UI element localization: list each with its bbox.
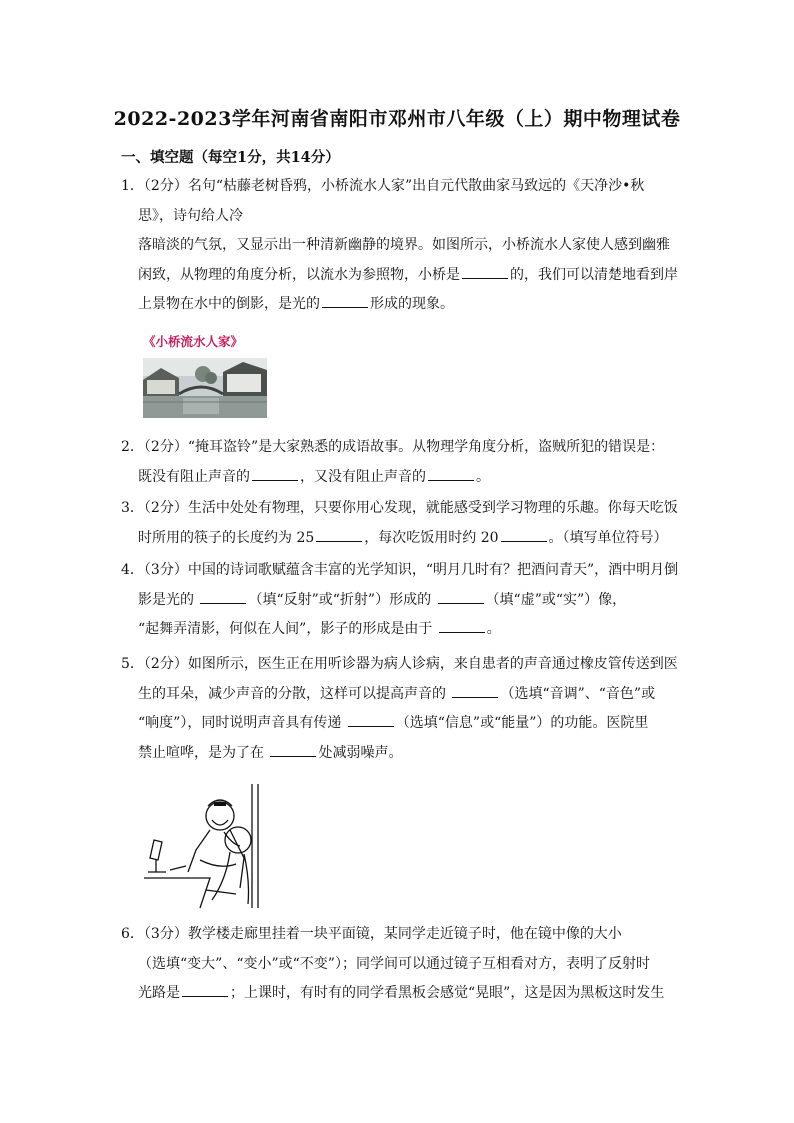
question-3 [121, 494, 681, 553]
answer-blank[interactable] [438, 589, 484, 604]
q6-line-1: 6．（3分）教学楼走廊里挂着一块平面镜，某同学走近镜子时，他在镜中像的大小 [121, 926, 622, 942]
q4-text: 。 [486, 621, 501, 637]
q5-text: 处减弱噪声。 [318, 744, 403, 761]
q4-text: 影是光的 [138, 591, 199, 608]
q1-text: 形成的现象。 [370, 296, 454, 312]
section-heading: 一、填空题（每空1分，共14分） [121, 149, 340, 166]
q5-text: （选填“音调”、“音色”或 [500, 685, 656, 702]
q6-line-2: （选填“变大”、“变小”或“不变”）；同学间可以通过镜子互相看对方，表明了反射时 [138, 955, 650, 972]
q4-line-2 [121, 586, 681, 616]
q4-text: （填“反射”或“折射”）形成的 [248, 591, 436, 608]
answer-blank[interactable] [428, 466, 474, 481]
q1-line-4 [121, 261, 681, 291]
question-6 [121, 920, 681, 1009]
q3-text: 时所用的筷子的长度约为 25 [138, 529, 315, 546]
q5-text: 禁止喧哗，是为了在 [138, 744, 269, 761]
question-4 [121, 556, 681, 645]
q3-line-2 [121, 524, 681, 554]
q2-line-1: 2．（2分）“掩耳盗铃”是大家熟悉的成语故事。从物理学角度分析，盗贼所犯的错误是： [121, 439, 665, 455]
answer-blank[interactable] [270, 742, 316, 757]
q5-text: 生的耳朵，减少声音的分散，这样可以提高声音的 [138, 685, 451, 702]
q5-line-4 [121, 739, 681, 769]
q3-line-1: 3．（2分）生活中处处有物理，只要你用心发现，就能感受到学习物理的乐趣。你每天吃饭 [121, 500, 678, 516]
q1-line-5 [121, 290, 681, 320]
q6-text: 光路是 [138, 985, 180, 1001]
q3-text: ，每次吃饭用时约 20 [364, 529, 499, 546]
q1-line-1: 1．（2分）名句“枯藤老树昏鸦，小桥流水人家”出自元代散曲家马致远的《天净沙•秋 [121, 178, 645, 194]
answer-blank[interactable] [348, 712, 394, 727]
q1-line-2: 思》，诗句给人冷 [138, 207, 243, 224]
doctor-stethoscope-figure [140, 780, 290, 910]
answer-blank[interactable] [322, 293, 368, 308]
q3-text: 。（填写单位符号） [548, 529, 668, 546]
q2-text: 既没有阻止声音的 [138, 468, 250, 485]
answer-blank[interactable] [252, 466, 298, 481]
figure-caption: 《小桥流水人家》 [143, 334, 244, 349]
answer-blank[interactable] [501, 527, 547, 542]
q5-line-1: 5．（2分）如图所示，医生正在用听诊器为病人诊病，来自患者的声音通过橡皮管传送到医 [121, 656, 678, 672]
q4-line-1: 4．（3分）中国的诗词歌赋蕴含丰富的光学知识，“明月几时有？把酒问青天”，酒中明月倒 [121, 562, 679, 578]
q6-line-3 [121, 979, 681, 1009]
q5-line-3 [121, 709, 681, 739]
q6-text: ；上课时，有时有的同学看黑板会感觉“晃眼”，这是因为黑板这时发生 [230, 985, 665, 1001]
page-title: 2022-2023学年河南省南阳市邓州市八年级（上）期中物理试卷 [113, 108, 681, 130]
q1-text: 闲致，从物理的角度分析，以流水为参照物，小桥是 [138, 266, 460, 283]
answer-blank[interactable] [462, 264, 508, 279]
answer-blank[interactable] [439, 618, 485, 633]
q4-text: （填“虚”或“实”）像， [485, 591, 627, 608]
answer-blank[interactable] [200, 589, 246, 604]
q5-text: （选填“信息”或“能量”）的功能。医院里 [395, 715, 649, 731]
answer-blank[interactable] [182, 982, 228, 997]
question-2 [121, 433, 681, 492]
q4-line-3 [121, 615, 681, 645]
q1-text: 的，我们可以清楚地看到岸 [510, 266, 678, 283]
answer-blank[interactable] [452, 683, 498, 698]
q5-line-2 [121, 680, 681, 710]
bridge-figure [143, 334, 271, 418]
q5-text: “响度”），同时说明声音具有传递 [138, 715, 346, 731]
water-town-photo [143, 358, 267, 418]
question-5 [121, 650, 681, 768]
q1-text: 上景物在水中的倒影，是光的 [138, 296, 320, 312]
answer-blank[interactable] [316, 527, 362, 542]
q4-text: “起舞弄清影，何似在人间”，影子的形成是由于 [138, 621, 437, 637]
q2-text: ，又没有阻止声音的 [300, 468, 426, 485]
q2-line-2 [121, 463, 681, 493]
question-1 [121, 172, 681, 320]
q1-line-3: 落暗淡的气氛，又显示出一种清新幽静的境界。如图所示，小桥流水人家使人感到幽雅 [138, 237, 670, 253]
q2-text: 。 [476, 468, 490, 485]
